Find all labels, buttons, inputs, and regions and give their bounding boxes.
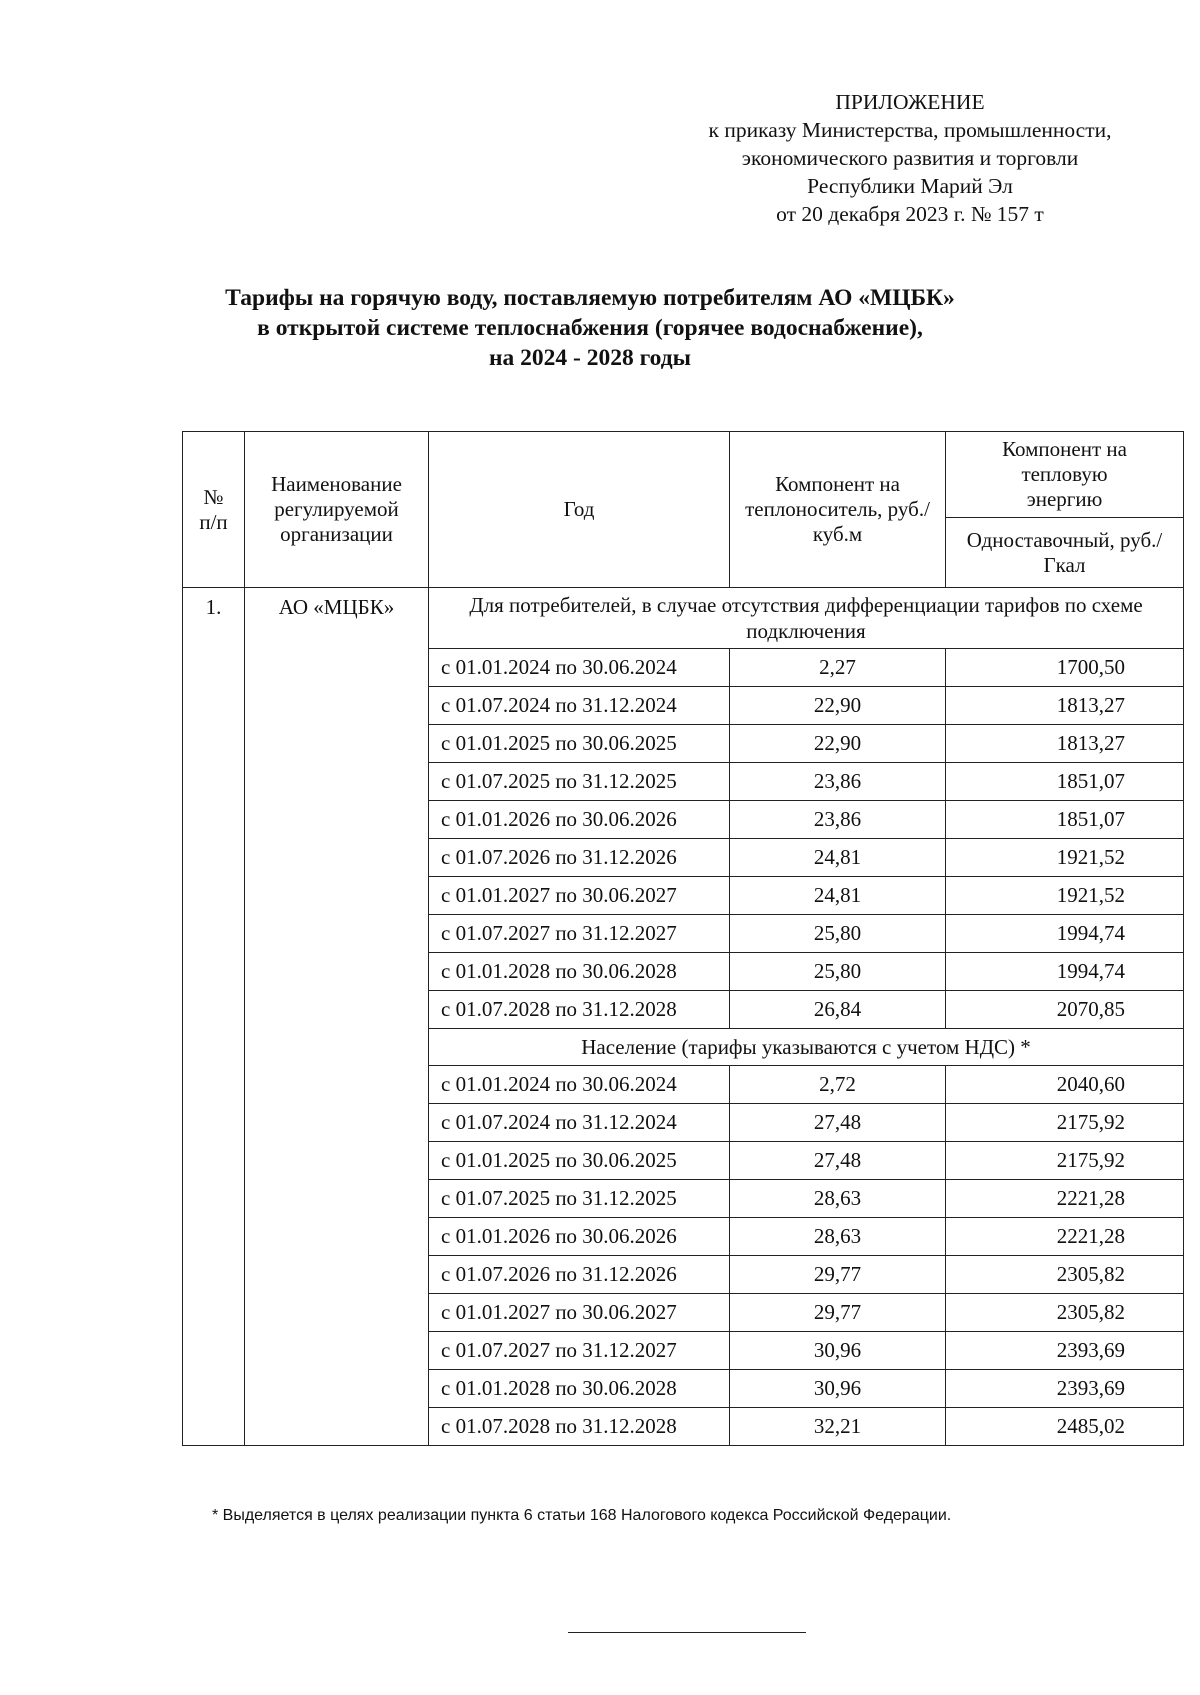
appendix-heading: ПРИЛОЖЕНИЕ [835,90,985,114]
coolant-value: 2,27 [730,649,946,687]
energy-value: 1813,27 [946,687,1184,725]
group-label-population: Население (тарифы указываются с учетом НДС) * [429,1029,1184,1066]
energy-value: 1813,27 [946,725,1184,763]
bottom-divider [568,1632,806,1633]
period-cell: с 01.07.2026 по 31.12.2026 [429,1256,730,1294]
energy-value: 2305,82 [946,1294,1184,1332]
period-cell: с 01.07.2026 по 31.12.2026 [429,839,730,877]
row-number: 1. [183,588,245,1446]
coolant-value: 22,90 [730,725,946,763]
appendix-line: экономического развития и торговли [741,146,1079,170]
period-cell: с 01.07.2027 по 31.12.2027 [429,915,730,953]
header-year: Год [429,432,730,588]
coolant-value: 30,96 [730,1370,946,1408]
energy-value: 2393,69 [946,1332,1184,1370]
period-cell: с 01.01.2024 по 30.06.2024 [429,1066,730,1104]
coolant-value: 28,63 [730,1180,946,1218]
coolant-value: 23,86 [730,763,946,801]
period-cell: с 01.01.2027 по 30.06.2027 [429,1294,730,1332]
coolant-value: 24,81 [730,839,946,877]
period-cell: с 01.07.2024 по 31.12.2024 [429,687,730,725]
period-cell: с 01.07.2025 по 31.12.2025 [429,1180,730,1218]
coolant-value: 22,90 [730,687,946,725]
energy-value: 2040,60 [946,1066,1184,1104]
organization-name: АО «МЦБК» [245,588,429,1446]
footnote: * Выделяется в целях реализации пункта 6 статьи 168 Налогового кодекса Российской Федерации. [212,1507,952,1524]
coolant-value: 26,84 [730,991,946,1029]
energy-value: 2221,28 [946,1180,1184,1218]
period-cell: с 01.07.2024 по 31.12.2024 [429,1104,730,1142]
coolant-value: 25,80 [730,953,946,991]
energy-value: 1994,74 [946,915,1184,953]
period-cell: с 01.01.2028 по 30.06.2028 [429,1370,730,1408]
period-cell: с 01.01.2027 по 30.06.2027 [429,877,730,915]
coolant-value: 28,63 [730,1218,946,1256]
energy-value: 1994,74 [946,953,1184,991]
appendix-order-date: от 20 декабря 2023 г. № 157 т [776,202,1044,226]
energy-value: 2175,92 [946,1104,1184,1142]
period-cell: с 01.01.2026 по 30.06.2026 [429,1218,730,1256]
energy-value: 1700,50 [946,649,1184,687]
energy-value: 2175,92 [946,1142,1184,1180]
period-cell: с 01.01.2024 по 30.06.2024 [429,649,730,687]
coolant-value: 2,72 [730,1066,946,1104]
coolant-value: 29,77 [730,1294,946,1332]
period-cell: с 01.01.2025 по 30.06.2025 [429,1142,730,1180]
period-cell: с 01.07.2027 по 31.12.2027 [429,1332,730,1370]
header-num: № п/п [183,432,245,588]
period-cell: с 01.07.2025 по 31.12.2025 [429,763,730,801]
document-title [180,283,1000,373]
energy-value: 1851,07 [946,801,1184,839]
coolant-value: 27,48 [730,1142,946,1180]
period-cell: с 01.07.2028 по 31.12.2028 [429,1408,730,1446]
coolant-value: 32,21 [730,1408,946,1446]
header-org: Наименование регулируемой организации [245,432,429,588]
energy-value: 2070,85 [946,991,1184,1029]
period-cell: с 01.01.2026 по 30.06.2026 [429,801,730,839]
appendix-line: Республики Марий Эл [807,174,1013,198]
header-coolant: Компонент на теплоноситель, руб./куб.м [730,432,946,588]
coolant-value: 25,80 [730,915,946,953]
header-energy: Компонент на тепловую энергию [946,432,1184,518]
energy-value: 1921,52 [946,877,1184,915]
group-label-row [183,588,1184,649]
coolant-value: 30,96 [730,1332,946,1370]
energy-value: 1851,07 [946,763,1184,801]
tariffs-table [182,431,1184,1446]
group-label-consumers: Для потребителей, в случае отсутствия дифференциации тарифов по схеме подключения [429,588,1184,649]
energy-value: 2221,28 [946,1218,1184,1256]
title-line: на 2024 - 2028 годы [488,345,691,371]
period-cell: с 01.01.2028 по 30.06.2028 [429,953,730,991]
energy-value: 1921,52 [946,839,1184,877]
energy-value: 2393,69 [946,1370,1184,1408]
title-line: Тарифы на горячую воду, поставляемую потребителям АО «МЦБК» [225,285,955,311]
title-line: в открытой системе теплоснабжения (горячее водоснабжение), [257,315,923,341]
energy-value: 2485,02 [946,1408,1184,1446]
appendix-line: к приказу Министерства, промышленности, [708,118,1112,142]
coolant-value: 24,81 [730,877,946,915]
coolant-value: 23,86 [730,801,946,839]
coolant-value: 29,77 [730,1256,946,1294]
energy-value: 2305,82 [946,1256,1184,1294]
period-cell: с 01.01.2025 по 30.06.2025 [429,725,730,763]
appendix-block [640,88,1180,228]
header-energy-sub: Одноставочный, руб./Гкал [946,518,1184,588]
period-cell: с 01.07.2028 по 31.12.2028 [429,991,730,1029]
coolant-value: 27,48 [730,1104,946,1142]
